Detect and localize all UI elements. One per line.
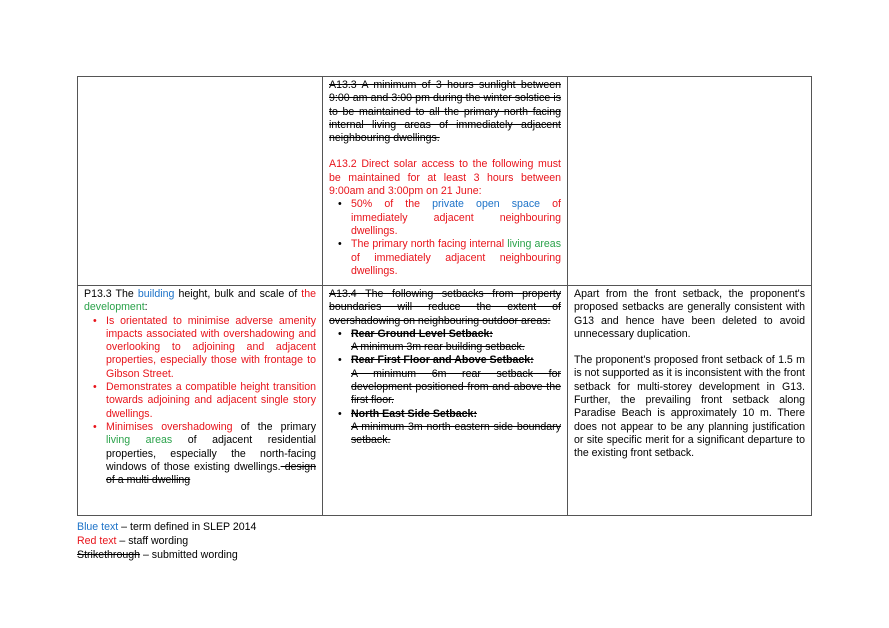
legend-strike: Strikethrough – submitted wording [77, 549, 238, 561]
list-item: • Rear Ground Level Setback: A minimum 3m rear building setback. [351, 328, 561, 355]
a13-3-struck-text: A13.3 A minimum of 3 hours sunlight between 9:00 am and 3:00 pm during the winter solstice is to be maintained to all the primary north facing internal living areas of immediately adjacent neighbouring dwellings. [329, 79, 561, 145]
row2-comment-cell [567, 285, 812, 516]
list-item: • The primary north facing internal living areas of immediately adjacent neighbouring dwellings. [351, 238, 561, 278]
comment-paragraph: The proponent's proposed front setback of 1.5 m is not supported as it is inconsistent with the front setback for multi-storey development in G13. Further, the prevailing front setback along Paradise Beach is approximately 10 m. There does not appear to be any planning justification or site specific merit for a significant departure to the existing front setback. [574, 354, 805, 460]
legend-red: Red text – staff wording [77, 535, 189, 547]
term-development: development [84, 301, 145, 314]
row1-acceptable-solution-cell [322, 76, 568, 286]
list-item: • Rear First Floor and Above Setback: A minimum 6m rear setback for development positioned from and above the first floor. [351, 354, 561, 407]
a13-4-struck-text: A13.4 The following setbacks from property boundaries will reduce the extent of overshadowing on neighbouring outdoor areas: [329, 288, 561, 327]
term-living-areas: living areas [106, 434, 173, 447]
defined-term-open: open [476, 198, 500, 211]
defined-term-private: private [432, 198, 464, 211]
p13-3-list [84, 315, 316, 488]
list-item: • North East Side Setback: A minimum 3m north eastern side boundary setback. [351, 408, 561, 448]
p13-3-heading: P13.3 The building height, bulk and scale of the development: [84, 288, 316, 314]
setback-list [329, 328, 561, 448]
row2-performance-cell [77, 285, 323, 516]
row1-performance-cell [77, 76, 323, 286]
term-living-areas: living areas [507, 238, 561, 251]
controls-table [77, 76, 812, 516]
list-item: • Minimises overshadowing of the primary living areas of adjacent residential properties, especially the north-facing windows of those existing dwellings. design of a multi dwelling [106, 421, 316, 487]
row2-acceptable-solution-cell [322, 285, 568, 516]
a13-2-list [329, 198, 561, 278]
row1-comment-cell [567, 76, 812, 286]
comment-paragraph: Apart from the front setback, the proponent's proposed setbacks are generally consistent with G13 and hence have been deleted to avoid unnecessary duplication. [574, 288, 805, 340]
list-item: • Is orientated to minimise adverse amenity impacts associated with overshadowing and overlooking to adjoining and adjacent properties, especially those with frontage to Gibson Street. [106, 315, 316, 381]
legend [77, 520, 256, 562]
defined-term-building: building [137, 288, 175, 300]
legend-blue: Blue text – term defined in SLEP 2014 [77, 521, 257, 533]
defined-term-space: space [511, 198, 541, 211]
a13-2-intro: A13.2 Direct solar access to the following must be maintained for at least 3 hours between 9:00am and 3:00pm on 21 June: [329, 158, 561, 198]
list-item: • Demonstrates a compatible height transition towards adjoining and adjacent single story dwellings. [106, 381, 316, 421]
list-item: • 50% of the private open space of immediately adjacent neighbouring dwellings. [351, 198, 561, 238]
